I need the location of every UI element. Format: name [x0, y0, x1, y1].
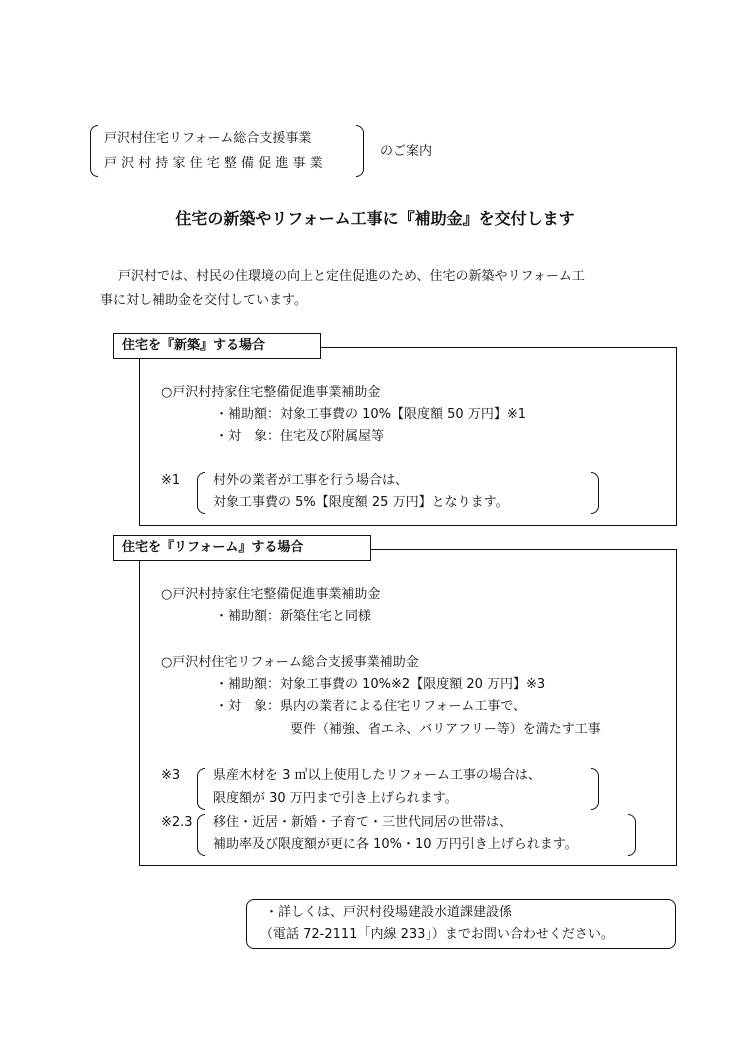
intro-line-2: 事に対し補助金を交付しています。	[100, 293, 307, 308]
header-right-bracket	[356, 125, 364, 177]
program-name-home: 戸 沢 村 持 家 住 宅 整 備 促 進 事 業	[104, 156, 323, 171]
header-left-bracket	[90, 125, 98, 177]
note-3-left-bracket	[197, 768, 205, 810]
new-build-amount: ・補助額：対象工事費の 10%【限度額 50 万円】※1	[215, 407, 526, 422]
note-1-line-1: 村外の業者が工事を行う場合は、	[213, 473, 409, 488]
contact-line-2: （電話 72-2111「内線 233」）までお問い合わせください。	[260, 927, 614, 942]
reform-program-2-target-2: 要件（補強、省エネ、バリアフリー等）を満たす工事	[290, 722, 601, 737]
note-23-mark: ※2.3	[161, 815, 193, 830]
note-1-line-2: 対象工事費の 5%【限度額 25 万円】となります。	[213, 495, 509, 510]
note-23-line-2: 補助率及び限度額が更に各 10%・10 万円引き上げられます。	[213, 837, 578, 852]
new-build-program: ○戸沢村持家住宅整備促進事業補助金	[161, 385, 381, 400]
new-build-tab: 住宅を『新築』する場合	[113, 333, 321, 359]
reform-program-2: ○戸沢村住宅リフォーム総合支援事業補助金	[161, 655, 419, 670]
reform-program-2-amount: ・補助額：対象工事費の 10%※2【限度額 20 万円】※3	[215, 677, 546, 692]
note-23-line-1: 移住・近居・新婚・子育て・三世代同居の世帯は、	[213, 815, 513, 830]
intro-line-1: 戸沢村では、村民の住環境の向上と定住促進のため、住宅の新築やリフォーム工	[118, 269, 585, 284]
note-23-left-bracket	[197, 814, 205, 856]
header-suffix: のご案内	[380, 144, 433, 159]
program-name-reform: 戸沢村住宅リフォーム総合支援事業	[104, 131, 312, 146]
page-title: 住宅の新築やリフォーム工事に『補助金』を交付します	[175, 209, 575, 228]
reform-tab: 住宅を『リフォーム』する場合	[113, 535, 371, 561]
reform-program-1: ○戸沢村持家住宅整備促進事業補助金	[161, 587, 381, 602]
reform-program-2-target: ・対 象：県内の業者による住宅リフォーム工事で、	[215, 699, 527, 714]
note-3-mark: ※3	[161, 768, 181, 783]
contact-line-1: ・詳しくは、戸沢村役場建設水道課建設係	[265, 905, 513, 920]
note-3-line-1: 県産木材を 3 ㎥以上使用したリフォーム工事の場合は、	[213, 768, 541, 783]
note-3-right-bracket	[591, 768, 599, 810]
reform-program-1-amount: ・補助額：新築住宅と同様	[215, 609, 372, 624]
note-1-right-bracket	[591, 472, 599, 514]
note-23-right-bracket	[628, 814, 636, 856]
new-build-target: ・対 象：住宅及び附属屋等	[215, 429, 385, 444]
note-1-left-bracket	[197, 472, 205, 514]
note-1-mark: ※1	[161, 473, 181, 488]
note-3-line-2: 限度額が 30 万円まで引き上げられます。	[213, 791, 458, 806]
